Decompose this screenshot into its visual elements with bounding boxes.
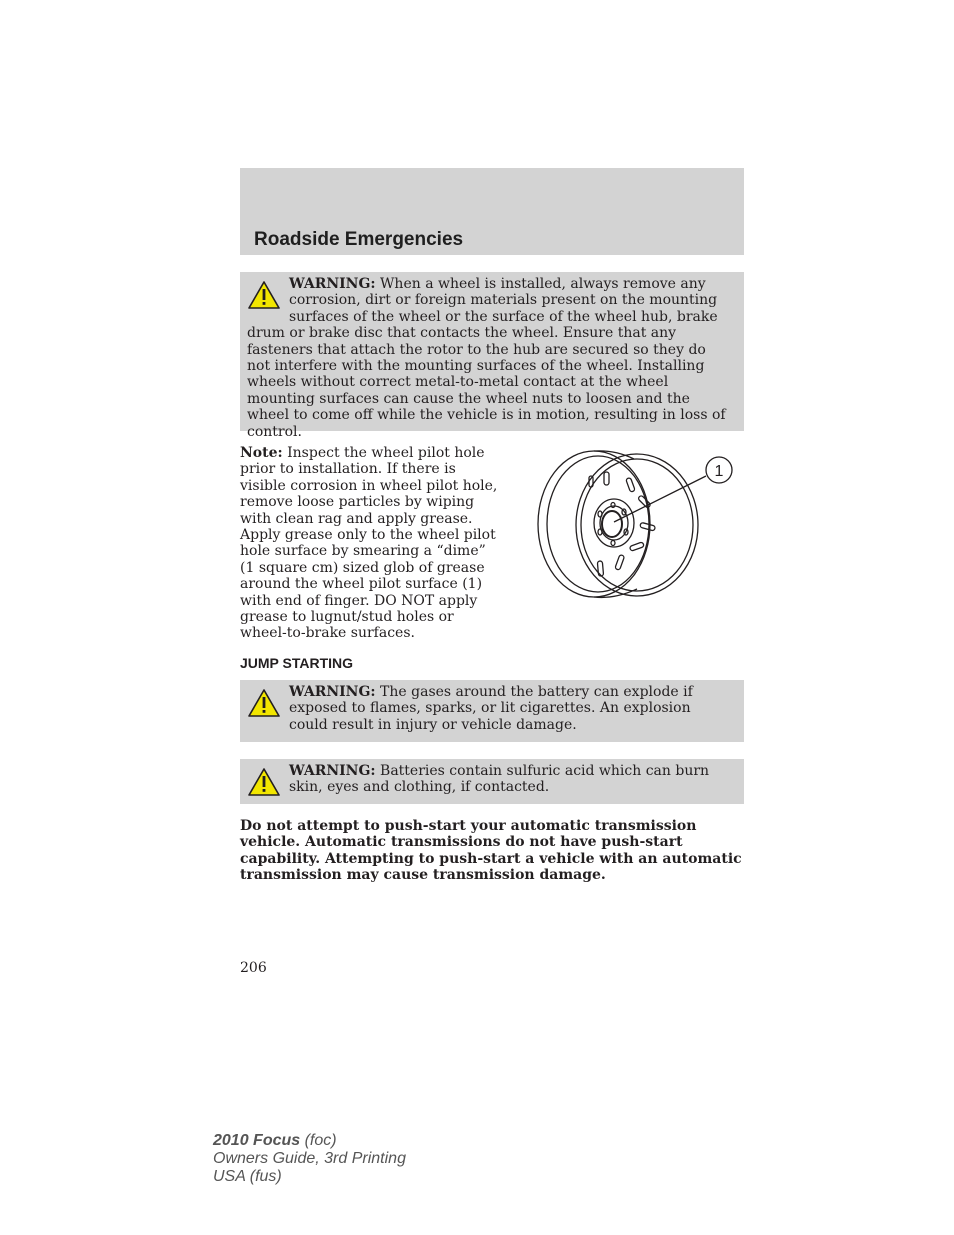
footer-print-info bbox=[213, 1132, 406, 1186]
footer-line-3 bbox=[213, 1168, 406, 1186]
jump-starting-heading: JUMP STARTING bbox=[240, 655, 354, 671]
note-paragraph bbox=[240, 445, 500, 642]
warning-triangle-icon bbox=[247, 767, 281, 797]
warning-text: The gases around the battery can explode if exposed to flames, sparks, or lit cigarettes. An explosion could result in injury or vehicle damage. bbox=[289, 684, 693, 733]
section-header-band bbox=[240, 168, 744, 255]
warning-text: When a wheel is installed, always remove any corrosion, dirt or foreign materials present on the mounting surfaces of the wheel or the surface of the wheel hub, brake drum or brake disc that contacts the wheel. Ensure that any fasteners that attach the rotor to the hub are secured so they do not interfere with the mounting surfaces of the wheel. Installing wheels without correct metal-to-metal contact at the wheel mounting surfaces can cause the wheel nuts to loosen and the wheel to come off while the vehicle is in motion, resulting in loss of control. bbox=[247, 276, 726, 440]
footer-line-1 bbox=[213, 1132, 406, 1150]
warning-box-battery-gases bbox=[240, 680, 744, 742]
warning-label: WARNING: bbox=[289, 276, 376, 292]
wheel-illustration bbox=[536, 448, 736, 608]
warning-box-sulfuric-acid bbox=[240, 759, 744, 804]
footer-model: 2010 Focus bbox=[213, 1132, 301, 1149]
footer-model-code: (foc) bbox=[300, 1132, 337, 1149]
push-start-paragraph: Do not attempt to push-start your automatic transmission vehicle. Automatic transmissions do not have push-start capability. Attempting to push-start a vehicle with an automatic transmission may cause transmission damage. bbox=[240, 818, 742, 884]
warning-label: WARNING: bbox=[289, 684, 376, 700]
page-number: 206 bbox=[240, 960, 267, 976]
warning-box-wheel bbox=[240, 272, 744, 440]
note-label: Note: bbox=[240, 445, 283, 461]
footer-line-2: Owners Guide, 3rd Printing bbox=[213, 1150, 406, 1167]
callout-1-label: 1 bbox=[714, 463, 724, 480]
section-title: Roadside Emergencies bbox=[254, 229, 464, 250]
footer-market-code: (fus) bbox=[245, 1168, 282, 1185]
warning-triangle-icon bbox=[247, 688, 281, 718]
footer-market: USA bbox=[213, 1168, 246, 1185]
warning-triangle-icon bbox=[247, 280, 281, 310]
note-text: Inspect the wheel pilot hole prior to installation. If there is visible corrosion in wheel pilot hole, remove loose particles by wiping with clean rag and apply grease. Apply grease only to the wheel pilot hole surface by smearing a “dime” (1 square cm) sized glob of grease around the wheel pilot surface (1) with end of finger. DO NOT apply grease to lugnut/stud holes or wheel-to-brake surfaces. bbox=[240, 445, 498, 642]
warning-label: WARNING: bbox=[289, 763, 376, 779]
warning-text: Batteries contain sulfuric acid which can burn skin, eyes and clothing, if contacted. bbox=[289, 763, 710, 796]
